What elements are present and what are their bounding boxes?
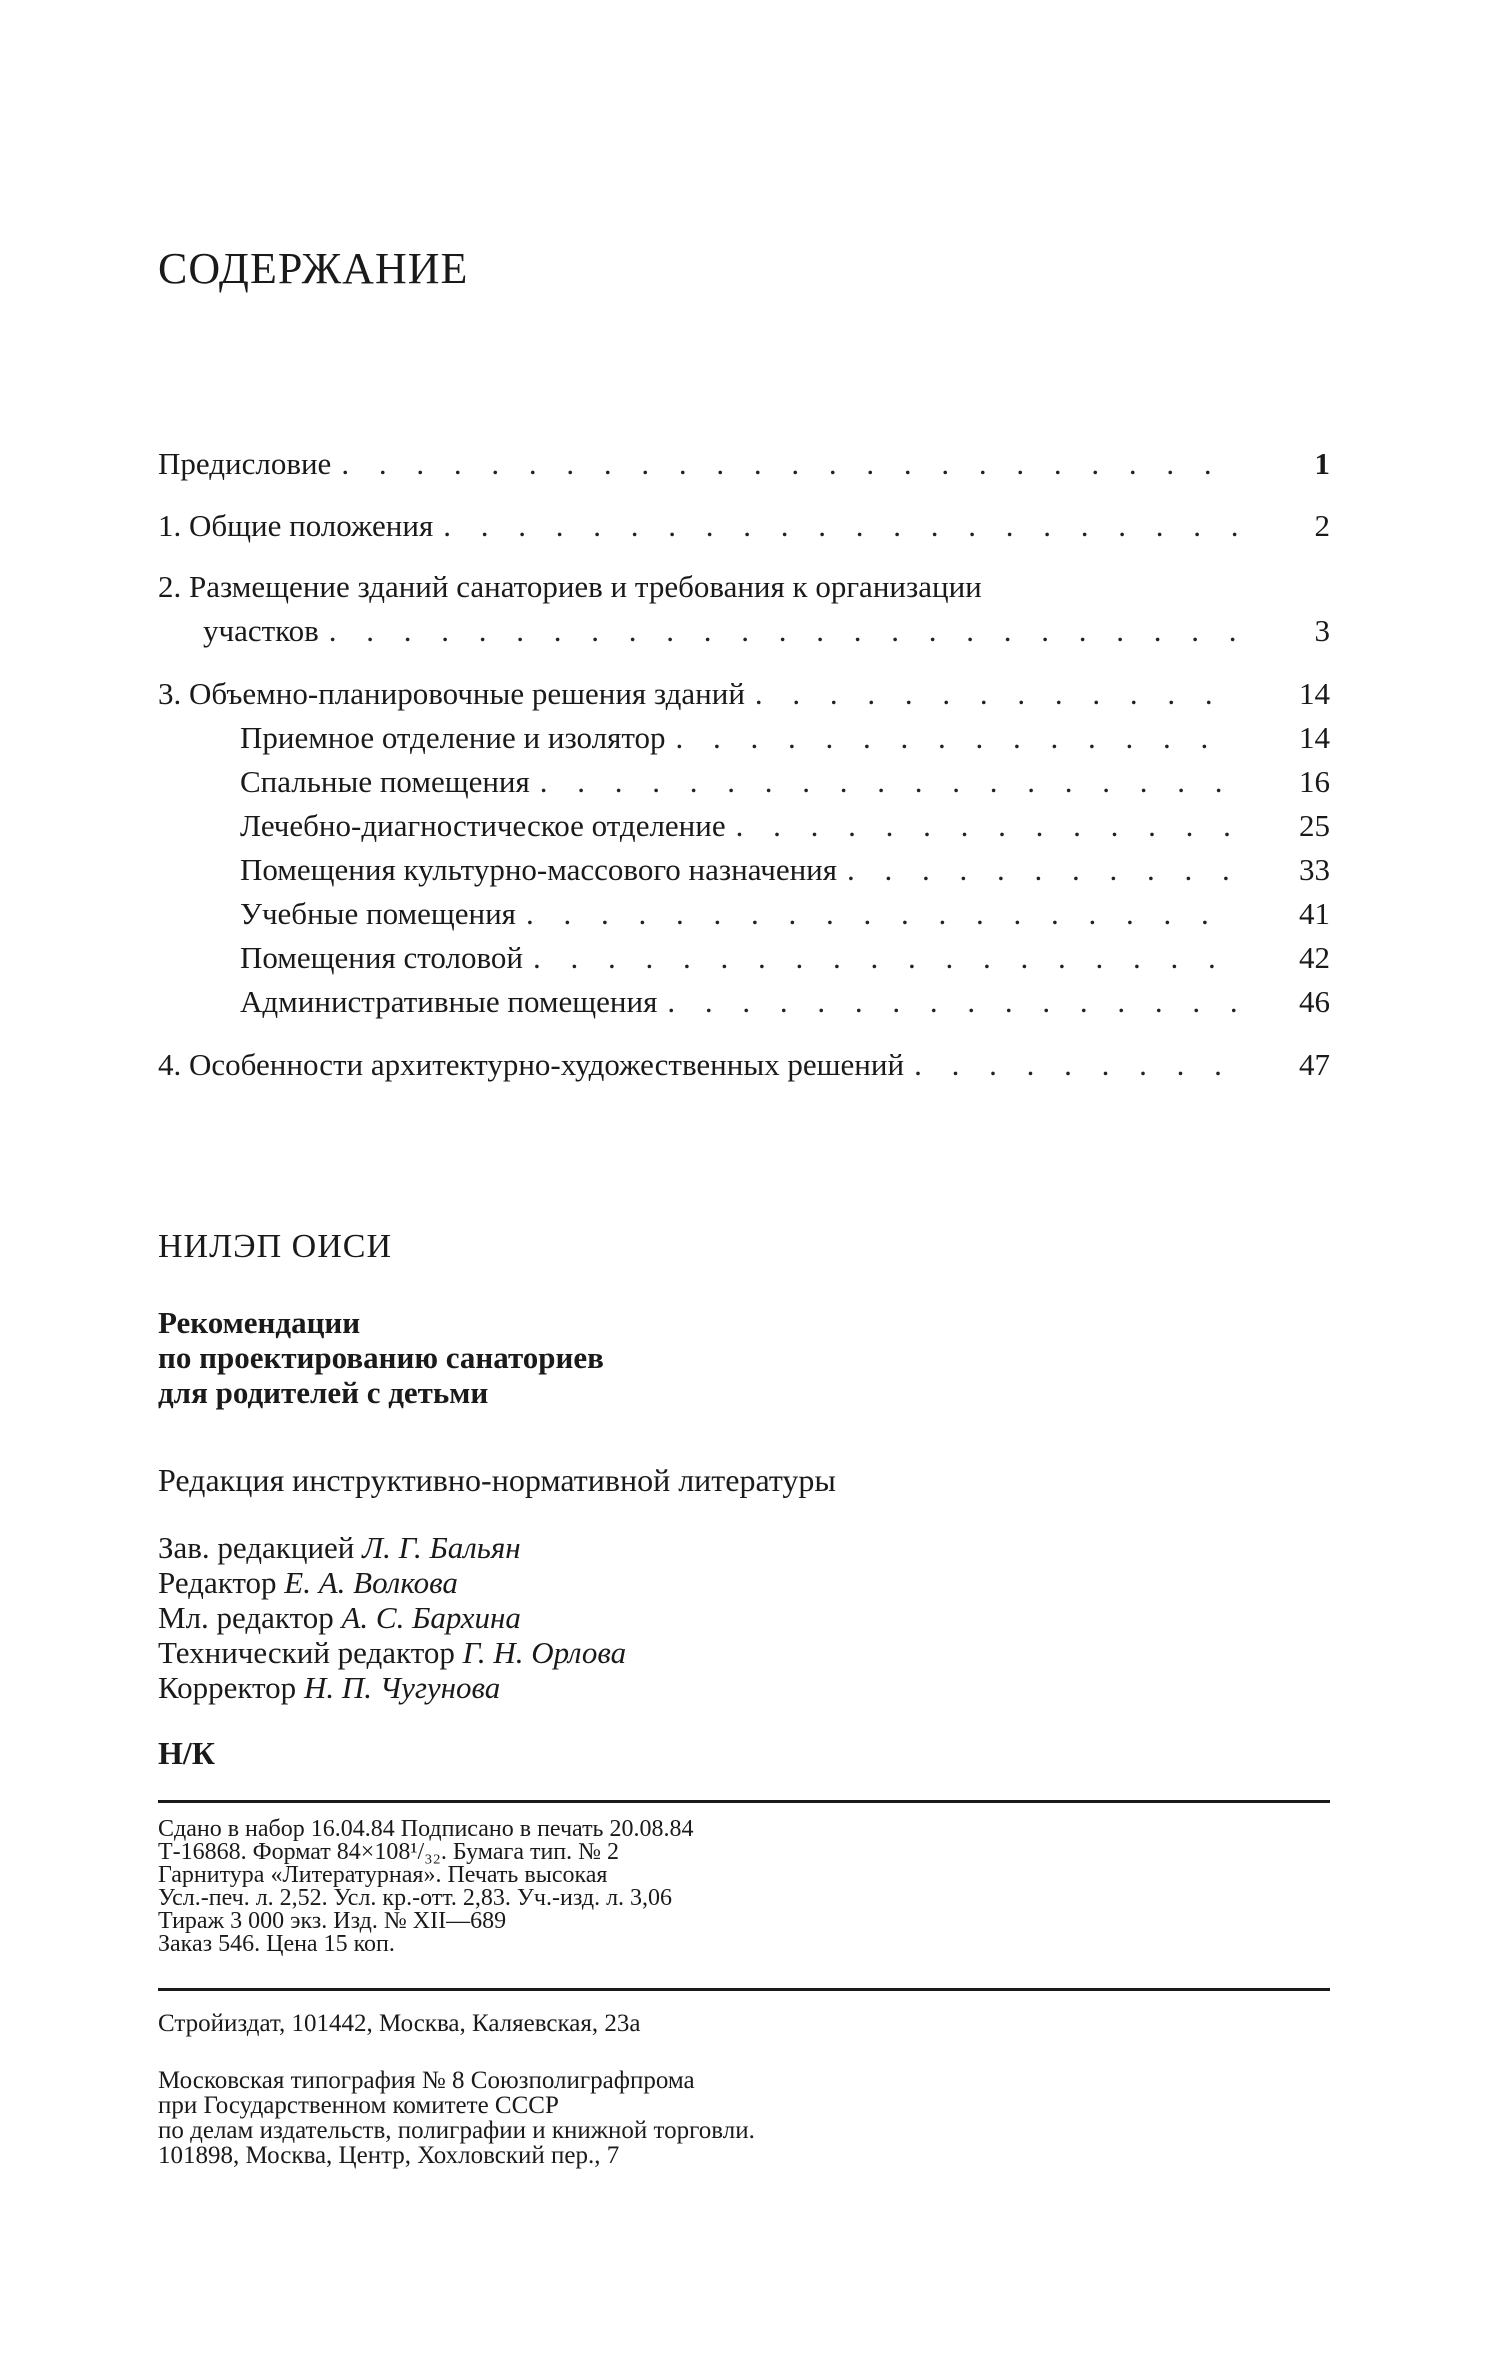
toc-entry-page: 25 bbox=[1299, 808, 1330, 843]
toc-leader-dots bbox=[847, 850, 1240, 890]
staff-role: Мл. редактор bbox=[158, 1600, 334, 1635]
toc-entry-label: 4. Особенности архитектурно-художественных решений bbox=[158, 1047, 905, 1082]
printer-info bbox=[158, 2068, 755, 2168]
toc-entry-label: 1. Общие положения bbox=[158, 508, 434, 543]
toc-leader-dots bbox=[533, 938, 1240, 978]
toc-entry-page: 14 bbox=[1299, 720, 1330, 755]
book-title-line: по проектированию санаториев bbox=[158, 1340, 604, 1375]
toc-entry-label: Помещения столовой bbox=[240, 940, 523, 975]
staff-name: Г. Н. Орлова bbox=[462, 1635, 627, 1670]
staff-line bbox=[158, 1565, 626, 1600]
toc-entry-page: 2 bbox=[1314, 508, 1330, 543]
print-info bbox=[158, 1818, 694, 1956]
toc-entry-label: Административные помещения bbox=[240, 984, 658, 1019]
toc-entry-label: Учебные помещения bbox=[240, 896, 516, 931]
toc-entry bbox=[158, 1045, 1330, 1085]
organization-name: НИЛЭП ОИСИ bbox=[158, 1228, 393, 1265]
toc-entry-page: 42 bbox=[1299, 940, 1330, 975]
editorial-staff bbox=[158, 1530, 626, 1705]
staff-role: Зав. редакцией bbox=[158, 1530, 355, 1565]
toc-entry-label: Лечебно-диагностическое отделение bbox=[240, 808, 726, 843]
toc-entry-page: 16 bbox=[1299, 764, 1330, 799]
toc-subentry bbox=[240, 850, 1330, 890]
toc-subentry bbox=[240, 938, 1330, 978]
print-info-line: Сдано в набор 16.04.84 Подписано в печать 20.08.84 bbox=[158, 1816, 694, 1842]
staff-role: Технический редактор bbox=[158, 1635, 455, 1670]
publisher-address: Стройиздат, 101442, Москва, Каляевская, 23а bbox=[158, 2010, 641, 2037]
staff-name: А. С. Бархина bbox=[341, 1600, 521, 1635]
book-title bbox=[158, 1305, 604, 1410]
toc-leader-dots bbox=[540, 762, 1240, 802]
book-title-line: Рекомендации bbox=[158, 1305, 361, 1340]
editorial-office: Редакция инструктивно-нормативной литературы bbox=[158, 1462, 836, 1498]
staff-name: Е. А. Волкова bbox=[284, 1565, 458, 1600]
toc-entry-label-cont: участков bbox=[203, 613, 319, 648]
staff-line bbox=[158, 1530, 626, 1565]
printer-line: при Государственном комитете СССР bbox=[158, 2092, 559, 2119]
print-info-line: Усл.-печ. л. 2,52. Усл. кр.-отт. 2,83. Уч.-изд. л. 3,06 bbox=[158, 1885, 673, 1911]
toc-entry-page: 14 bbox=[1299, 676, 1330, 711]
toc-leader-dots bbox=[443, 506, 1240, 546]
staff-line bbox=[158, 1600, 626, 1635]
staff-name: Н. П. Чугунова bbox=[303, 1670, 501, 1705]
print-info-line: Гарнитура «Литературная». Печать высокая bbox=[158, 1862, 608, 1888]
toc-leader-dots bbox=[341, 444, 1240, 484]
divider-rule bbox=[158, 1800, 1330, 1803]
toc-leader-dots bbox=[755, 674, 1240, 714]
printer-line: по делам издательств, полиграфии и книжной торговли. bbox=[158, 2117, 755, 2144]
book-title-line: для родителей с детьми bbox=[158, 1375, 489, 1410]
toc-entry bbox=[158, 674, 1330, 714]
toc-leader-dots bbox=[667, 982, 1240, 1022]
toc-entry-label: 2. Размещение зданий санаториев и требования к организации bbox=[158, 569, 982, 604]
toc-subentry bbox=[240, 718, 1330, 758]
toc-entry-label: Предисловие bbox=[158, 446, 332, 481]
staff-role: Редактор bbox=[158, 1565, 277, 1600]
toc-entry-page: 46 bbox=[1299, 984, 1330, 1019]
toc-entry-page: 41 bbox=[1299, 896, 1330, 931]
toc-entry bbox=[203, 611, 1330, 651]
staff-line bbox=[158, 1670, 626, 1705]
toc-leader-dots bbox=[329, 611, 1240, 651]
print-info-line: Тираж 3 000 экз. Изд. № XII—689 bbox=[158, 1908, 507, 1934]
printer-line: 101898, Москва, Центр, Хохловский пер., 7 bbox=[158, 2142, 620, 2169]
toc-entry-label: 3. Объемно-планировочные решения зданий bbox=[158, 676, 745, 711]
toc-leader-dots bbox=[675, 718, 1240, 758]
printer-line: Московская типография № 8 Союзполиграфпрома bbox=[158, 2067, 695, 2094]
toc-entry-page: 33 bbox=[1299, 852, 1330, 887]
toc-subentry bbox=[240, 806, 1330, 846]
toc-entry-label: Спальные помещения bbox=[240, 764, 530, 799]
toc-entry-page: 1 bbox=[1314, 446, 1330, 481]
toc-subentry bbox=[240, 894, 1330, 934]
toc-leader-dots bbox=[914, 1045, 1240, 1085]
staff-line bbox=[158, 1635, 626, 1670]
toc-leader-dots bbox=[526, 894, 1240, 934]
toc-entry-label: Помещения культурно-массового назначения bbox=[240, 852, 838, 887]
divider-rule bbox=[158, 1988, 1330, 1991]
toc-entry bbox=[158, 444, 1330, 484]
toc-subentry bbox=[240, 762, 1330, 802]
toc-subentry bbox=[240, 982, 1330, 1022]
toc-entry-page: 47 bbox=[1299, 1047, 1330, 1082]
toc-leader-dots bbox=[736, 806, 1240, 846]
toc-entry-page: 3 bbox=[1314, 613, 1330, 648]
staff-name: Л. Г. Бальян bbox=[362, 1530, 521, 1565]
staff-role: Корректор bbox=[158, 1670, 297, 1705]
print-info-line: Т-16868. Формат 84×108¹/₃₂. Бумага тип. № 2 bbox=[158, 1839, 620, 1865]
nk-mark: Н/К bbox=[158, 1735, 215, 1771]
toc-entry-label: Приемное отделение и изолятор bbox=[240, 720, 666, 755]
toc-entry bbox=[158, 506, 1330, 546]
print-info-line: Заказ 546. Цена 15 коп. bbox=[158, 1931, 395, 1957]
toc-title: СОДЕРЖАНИЕ bbox=[158, 244, 469, 294]
